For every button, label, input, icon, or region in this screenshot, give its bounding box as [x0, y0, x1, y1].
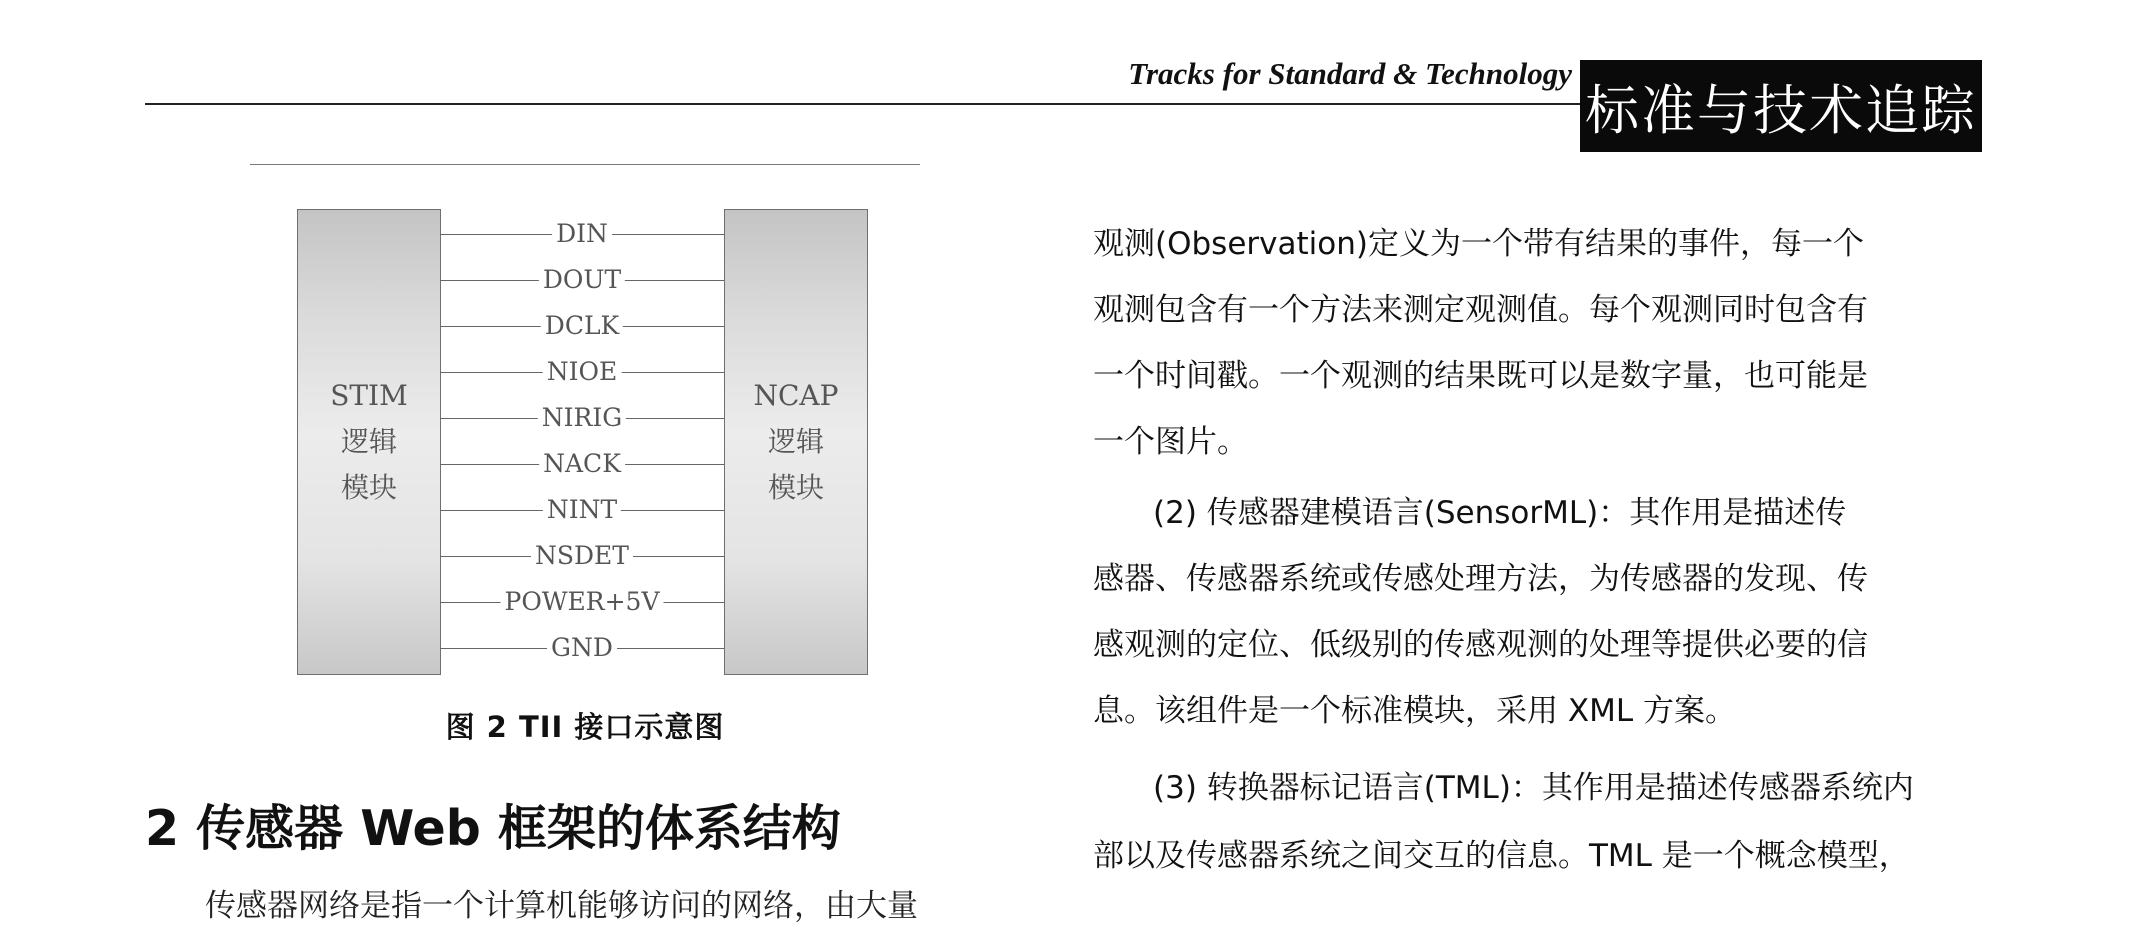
stim-module-label: 模块 [340, 471, 397, 504]
signal-line-nirig [440, 403, 724, 433]
header-rule [145, 103, 1581, 105]
signal-label: NACK [539, 449, 625, 479]
signal-line-nsdet [440, 541, 724, 571]
signal-line-din [440, 219, 724, 249]
signal-label: NIRIG [538, 403, 626, 433]
ncap-label: NCAP [753, 379, 839, 412]
ncap-module-label: 模块 [767, 471, 824, 504]
signal-line-gnd [440, 633, 724, 663]
stim-label: STIM [330, 379, 408, 412]
stim-logic-label: 逻辑 [340, 425, 397, 458]
signal-label: NSDET [531, 541, 633, 571]
body-line: 一个时间戳。一个观测的结果既可以是数字量，也可能是 [1093, 358, 1868, 394]
body-line: 一个图片。 [1093, 424, 1248, 460]
body-line: (2) 传感器建模语言(SensorML)：其作用是描述传 [1153, 495, 1847, 531]
running-title-en: Tracks for Standard & Technology [1128, 56, 1572, 91]
signal-label: NIOE [543, 357, 622, 387]
section-heading: 2 传感器 Web 框架的体系结构 [145, 800, 841, 857]
body-line: 息。该组件是一个标准模块，采用 XML 方案。 [1093, 693, 1736, 729]
signal-label: POWER+5V [501, 587, 664, 617]
body-line: 观测包含有一个方法来测定观测值。每个观测同时包含有 [1093, 292, 1868, 328]
signal-line-dout [440, 265, 724, 295]
ncap-logic-module [724, 209, 868, 675]
signal-label: NINT [543, 495, 621, 525]
ncap-logic-label: 逻辑 [767, 425, 824, 458]
body-paragraph-partial: 传感器网络是指一个计算机能够访问的网络，由大量 [205, 888, 918, 924]
signal-label: DOUT [539, 265, 625, 295]
signal-line-nack [440, 449, 724, 479]
body-line: 观测(Observation)定义为一个带有结果的事件，每一个 [1093, 226, 1864, 262]
signal-line-nint [440, 495, 724, 525]
signal-label: DCLK [541, 311, 623, 341]
body-line: 感观测的定位、低级别的传感观测的处理等提供必要的信 [1093, 627, 1868, 663]
signal-line-nioe [440, 357, 724, 387]
figure-top-rule [250, 164, 920, 165]
signal-line-power [440, 587, 724, 617]
signal-line-dclk [440, 311, 724, 341]
column-title-box: 标准与技术追踪 [1580, 60, 1982, 152]
body-line: 感器、传感器系统或传感处理方法，为传感器的发现、传 [1093, 561, 1868, 597]
stim-logic-module [297, 209, 441, 675]
signal-label: DIN [552, 219, 612, 249]
figure-caption: 图 2 TII 接口示意图 [445, 710, 725, 744]
body-line: 部以及传感器系统之间交互的信息。TML 是一个概念模型， [1093, 838, 1910, 874]
signal-label: GND [547, 633, 617, 663]
body-line: (3) 转换器标记语言(TML)：其作用是描述传感器系统内 [1153, 770, 1914, 806]
